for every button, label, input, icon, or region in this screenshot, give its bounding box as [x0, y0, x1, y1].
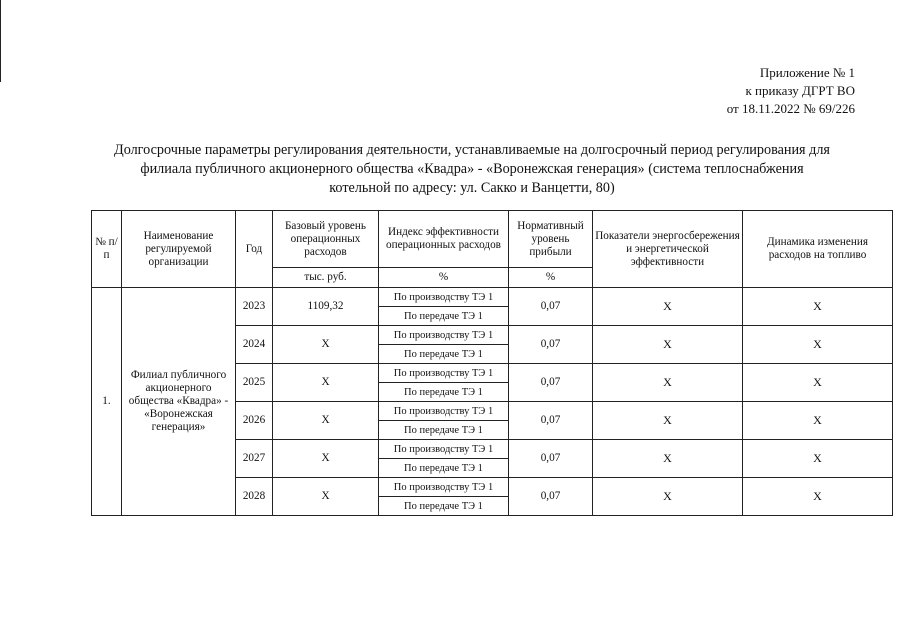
index-production-cell: По производству ТЭ 1 — [379, 326, 509, 345]
energy-efficiency-cell: X — [593, 440, 743, 478]
base-level-cell: X — [273, 402, 379, 440]
index-production-cell: По производству ТЭ 1 — [379, 288, 509, 307]
energy-efficiency-cell: X — [593, 364, 743, 402]
norm-profit-cell: 0,07 — [509, 440, 593, 478]
table-row — [92, 288, 893, 307]
base-level-cell: X — [273, 326, 379, 364]
index-transmission-cell: По передаче ТЭ 1 — [379, 345, 509, 364]
header-energy: Показатели энергосбережения и энергетической эффективности — [593, 211, 743, 288]
row-number: 1. — [92, 288, 122, 516]
header-num: № п/п — [92, 211, 122, 288]
header-row — [92, 211, 893, 268]
appendix-date: от 18.11.2022 № 69/226 — [726, 101, 855, 116]
norm-profit-cell: 0,07 — [509, 288, 593, 326]
energy-efficiency-cell: X — [593, 402, 743, 440]
fuel-dynamics-cell: X — [743, 288, 893, 326]
energy-efficiency-cell: X — [593, 326, 743, 364]
year-cell: 2023 — [236, 288, 273, 326]
fuel-dynamics-cell: X — [743, 440, 893, 478]
appendix-note — [727, 64, 855, 118]
header-index: Индекс эффективности операционных расходов — [379, 211, 509, 268]
index-transmission-cell: По передаче ТЭ 1 — [379, 307, 509, 326]
organization-name: Филиал публичного акционерного общества «Квадра» - «Воронежская генерация» — [122, 288, 236, 516]
title-line-1: Долгосрочные параметры регулирования деятельности, устанавливаемые на долгосрочный период регулирования для — [114, 142, 830, 158]
base-level-cell: X — [273, 478, 379, 516]
index-transmission-cell: По передаче ТЭ 1 — [379, 459, 509, 478]
appendix-order: к приказу ДГРТ ВО — [745, 83, 855, 98]
header-year: Год — [236, 211, 273, 288]
year-cell: 2028 — [236, 478, 273, 516]
index-transmission-cell: По передаче ТЭ 1 — [379, 421, 509, 440]
fuel-dynamics-cell: X — [743, 364, 893, 402]
index-production-cell: По производству ТЭ 1 — [379, 364, 509, 383]
year-cell: 2026 — [236, 402, 273, 440]
base-level-cell: X — [273, 364, 379, 402]
unit-base: тыс. руб. — [273, 268, 379, 288]
norm-profit-cell: 0,07 — [509, 478, 593, 516]
index-production-cell: По производству ТЭ 1 — [379, 478, 509, 497]
fuel-dynamics-cell: X — [743, 402, 893, 440]
unit-index: % — [379, 268, 509, 288]
index-transmission-cell: По передаче ТЭ 1 — [379, 383, 509, 402]
energy-efficiency-cell: X — [593, 288, 743, 326]
fuel-dynamics-cell: X — [743, 326, 893, 364]
title-line-2: филиала публичного акционерного общества «Квадра» - «Воронежская генерация» (система теплоснабжения — [140, 161, 804, 177]
index-production-cell: По производству ТЭ 1 — [379, 402, 509, 421]
index-production-cell: По производству ТЭ 1 — [379, 440, 509, 459]
norm-profit-cell: 0,07 — [509, 364, 593, 402]
norm-profit-cell: 0,07 — [509, 402, 593, 440]
year-cell: 2025 — [236, 364, 273, 402]
document-title — [80, 141, 864, 198]
scan-edge-line — [0, 0, 1, 82]
header-org: Наименование регулируемой организации — [122, 211, 236, 288]
header-base: Базовый уровень операционных расходов — [273, 211, 379, 268]
header-norm: Нормативный уровень прибыли — [509, 211, 593, 268]
base-level-cell: X — [273, 440, 379, 478]
energy-efficiency-cell: X — [593, 478, 743, 516]
year-cell: 2024 — [236, 326, 273, 364]
appendix-line: Приложение № 1 — [759, 65, 855, 80]
header-fuel: Динамика изменения расходов на топливо — [743, 211, 893, 288]
year-cell: 2027 — [236, 440, 273, 478]
norm-profit-cell: 0,07 — [509, 326, 593, 364]
base-level-cell: 1109,32 — [273, 288, 379, 326]
index-transmission-cell: По передаче ТЭ 1 — [379, 497, 509, 516]
title-line-3: котельной по адресу: ул. Сакко и Ванцетти, 80) — [329, 180, 615, 196]
unit-norm: % — [509, 268, 593, 288]
parameters-table — [91, 210, 893, 516]
fuel-dynamics-cell: X — [743, 478, 893, 516]
